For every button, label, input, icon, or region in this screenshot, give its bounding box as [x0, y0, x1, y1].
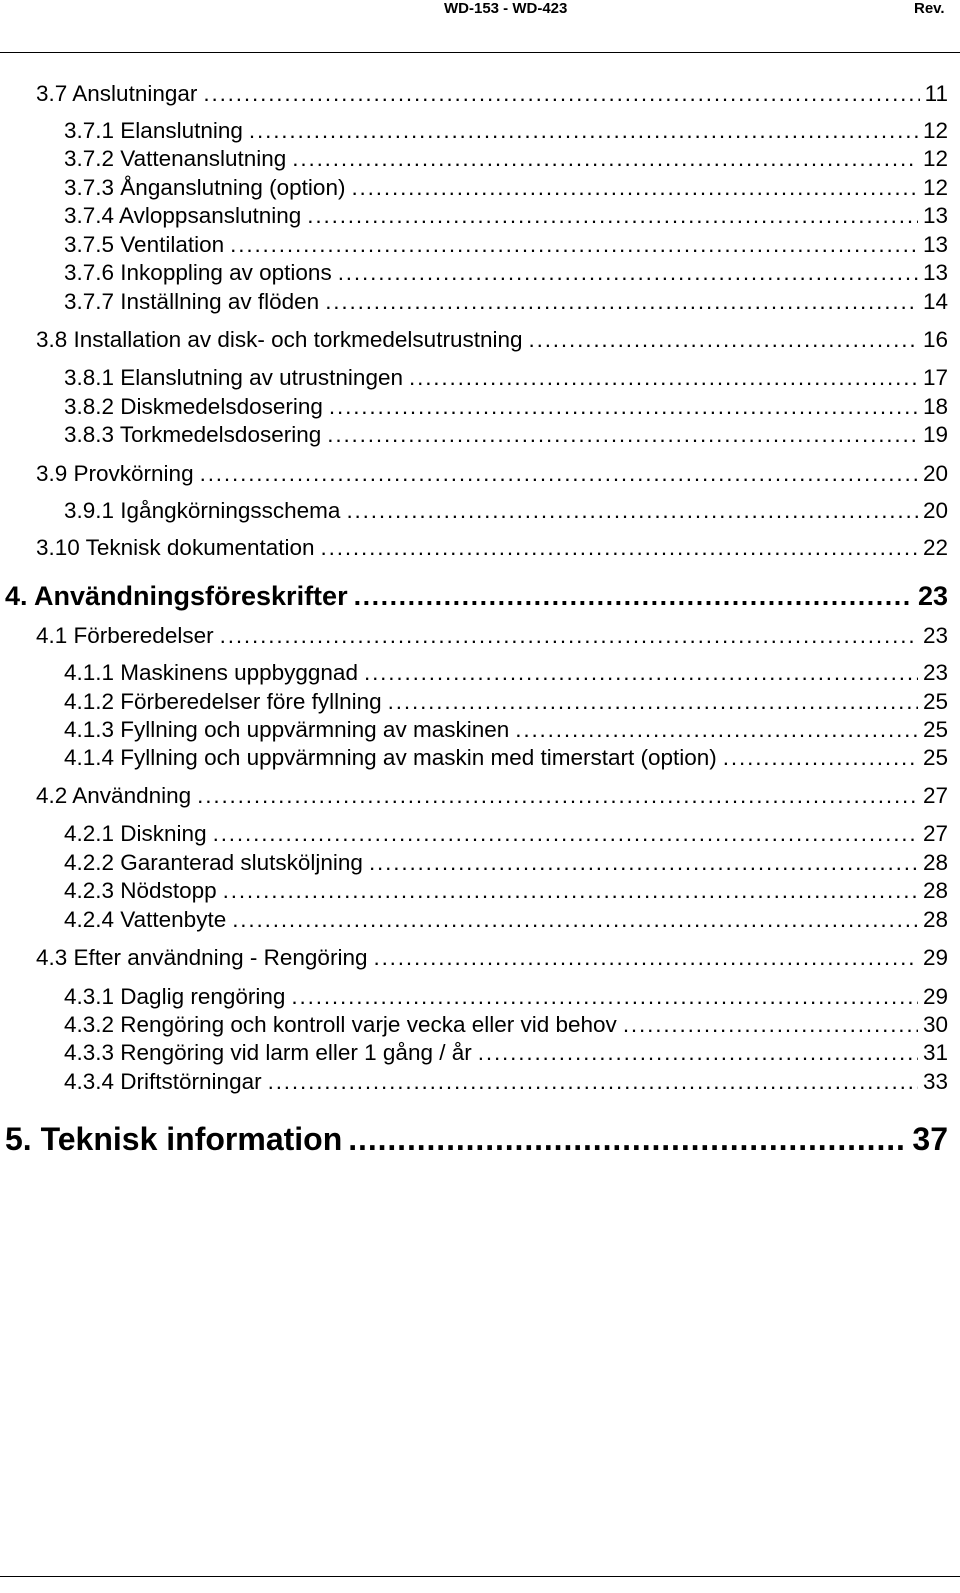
toc-entry-label: 4.2.4 Vattenbyte: [64, 907, 227, 932]
toc-entry-page: 17: [922, 365, 948, 390]
toc-entry-page: 27: [922, 821, 948, 846]
dot-leader: [203, 80, 919, 108]
toc-entry-page: 28: [922, 850, 948, 875]
dot-leader: [325, 288, 918, 316]
toc-entry-label: 4. Användningsföreskrifter: [5, 581, 348, 611]
toc-chapter-4[interactable]: [5, 580, 948, 612]
toc-entry-3-7-6[interactable]: [64, 259, 948, 287]
toc-entry-label: 4.3.3 Rengöring vid larm eller 1 gång / år: [64, 1040, 472, 1065]
toc-entry-4-1-4[interactable]: [64, 744, 948, 772]
dot-leader: [529, 326, 918, 354]
toc-entry-4-1-2[interactable]: [64, 688, 948, 716]
dot-leader: [354, 580, 913, 612]
dot-leader: [364, 659, 918, 687]
toc-entry-label: 3.9 Provkörning: [36, 461, 194, 486]
toc-entry-4-3[interactable]: [36, 944, 948, 972]
toc-entry-4-3-2[interactable]: [64, 1011, 948, 1039]
dot-leader: [351, 174, 918, 202]
toc-entry-label: 3.7.5 Ventilation: [64, 232, 225, 257]
dot-leader: [327, 421, 918, 449]
toc-entry-label: 4.3.4 Driftstörningar: [64, 1069, 262, 1094]
toc-entry-4-2-1[interactable]: [64, 820, 948, 848]
toc-entry-3-9-1[interactable]: [64, 497, 948, 525]
toc-entry-3-7-1[interactable]: [64, 117, 948, 145]
dot-leader: [249, 117, 918, 145]
toc-entry-page: 12: [922, 175, 948, 200]
toc-entry-label: 4.1 Förberedelser: [36, 623, 214, 648]
dot-leader: [321, 534, 918, 562]
toc-entry-page: 23: [922, 660, 948, 685]
toc-entry-3-8-3[interactable]: [64, 421, 948, 449]
toc-entry-page: 13: [922, 203, 948, 228]
toc-chapter-5[interactable]: [5, 1120, 948, 1158]
dot-leader: [200, 460, 918, 488]
toc-entry-page: 30: [922, 1012, 948, 1037]
toc-entry-label: 3.10 Teknisk dokumentation: [36, 535, 315, 560]
toc-entry-page: 29: [922, 984, 948, 1009]
toc-entry-page: 18: [922, 394, 948, 419]
toc-entry-label: 5. Teknisk information: [5, 1121, 343, 1157]
toc-entry-page: 23: [922, 623, 948, 648]
toc-entry-label: 3.7.1 Elanslutning: [64, 118, 243, 143]
toc-entry-label: 4.1.4 Fyllning och uppvärmning av maskin med timerstart (option): [64, 745, 717, 770]
toc-entry-4-2-2[interactable]: [64, 849, 948, 877]
dot-leader: [197, 782, 918, 810]
dot-leader: [223, 877, 918, 905]
toc-entry-page: 12: [922, 146, 948, 171]
toc-entry-4-2[interactable]: [36, 782, 948, 810]
toc-entry-label: 3.7.3 Ånganslutning (option): [64, 175, 346, 200]
toc-entry-label: 3.7.7 Inställning av flöden: [64, 289, 320, 314]
toc-entry-page: 25: [922, 689, 948, 714]
toc-entry-page: 23: [917, 581, 948, 611]
toc-entry-4-3-1[interactable]: [64, 983, 948, 1011]
toc-entry-page: 28: [922, 907, 948, 932]
toc-entry-label: 4.3.1 Daglig rengöring: [64, 984, 286, 1009]
dot-leader: [348, 1120, 907, 1158]
toc-entry-3-8-1[interactable]: [64, 364, 948, 392]
toc-entry-label: 4.3.2 Rengöring och kontroll varje vecka eller vid behov: [64, 1012, 617, 1037]
toc-entry-page: 11: [924, 81, 948, 106]
toc-entry-3-7-4[interactable]: [64, 202, 948, 230]
toc-entry-label: 4.1.2 Förberedelser före fyllning: [64, 689, 382, 714]
toc-entry-label: 4.2.1 Diskning: [64, 821, 207, 846]
dot-leader: [329, 393, 918, 421]
dot-leader: [723, 744, 918, 772]
toc-entry-3-7-5[interactable]: [64, 231, 948, 259]
toc-entry-label: 3.8.2 Diskmedelsdosering: [64, 394, 323, 419]
toc-entry-4-3-4[interactable]: [64, 1068, 948, 1096]
toc-entry-label: 3.8.1 Elanslutning av utrustningen: [64, 365, 403, 390]
toc-entry-page: 29: [922, 945, 948, 970]
toc-entry-label: 3.9.1 Igångkörningsschema: [64, 498, 341, 523]
toc-entry-label: 4.2.3 Nödstopp: [64, 878, 217, 903]
toc-entry-3-7-7[interactable]: [64, 288, 948, 316]
dot-leader: [230, 231, 918, 259]
toc-entry-3-9[interactable]: [36, 460, 948, 488]
dot-leader: [213, 820, 918, 848]
toc-entry-page: 31: [922, 1040, 948, 1065]
toc-entry-page: 20: [922, 498, 948, 523]
toc-entry-page: 14: [922, 289, 948, 314]
dot-leader: [515, 716, 918, 744]
toc-entry-label: 4.2 Användning: [36, 783, 192, 808]
toc-entry-page: 28: [922, 878, 948, 903]
toc-entry-4-1[interactable]: [36, 622, 948, 650]
toc-entry-page: 27: [922, 783, 948, 808]
document-code: WD-153 - WD-423: [444, 0, 568, 17]
toc-entry-page: 37: [912, 1121, 948, 1157]
page-header: [0, 0, 960, 53]
toc-entry-page: 22: [922, 535, 948, 560]
toc-entry-label: 4.1.3 Fyllning och uppvärmning av maskinen: [64, 717, 510, 742]
dot-leader: [388, 688, 918, 716]
toc-entry-label: 4.3 Efter användning - Rengöring: [36, 945, 368, 970]
revision-label: Rev.: [914, 0, 945, 17]
toc-entry-label: 3.7 Anslutningar: [36, 81, 198, 106]
toc-entry-label: 3.7.4 Avloppsanslutning: [64, 203, 302, 228]
toc-entry-label: 3.7.2 Vattenanslutning: [64, 146, 287, 171]
toc-entry-page: 25: [922, 745, 948, 770]
toc-entry-page: 13: [922, 260, 948, 285]
toc-entry-page: 20: [922, 461, 948, 486]
toc-entry-3-7-3[interactable]: [64, 174, 948, 202]
toc-entry-page: 33: [922, 1069, 948, 1094]
toc-entry-page: 25: [922, 717, 948, 742]
toc-entry-label: 4.1.1 Maskinens uppbyggnad: [64, 660, 358, 685]
toc-entry-page: 19: [922, 422, 948, 447]
dot-leader: [268, 1068, 918, 1096]
toc-entry-label: 3.8 Installation av disk- och torkmedelsutrustning: [36, 327, 523, 352]
toc-entry-page: 13: [922, 232, 948, 257]
toc-entry-4-1-3[interactable]: [64, 716, 948, 744]
toc-entry-label: 4.2.2 Garanterad slutsköljning: [64, 850, 363, 875]
dot-leader: [409, 364, 918, 392]
toc-entry-4-1-1[interactable]: [64, 659, 948, 687]
toc-entry-4-3-3[interactable]: [64, 1039, 948, 1067]
toc-entry-4-2-3[interactable]: [64, 877, 948, 905]
toc-entry-3-8-2[interactable]: [64, 393, 948, 421]
dot-leader: [220, 622, 918, 650]
dot-leader: [623, 1011, 918, 1039]
dot-leader: [373, 944, 918, 972]
dot-leader: [369, 849, 918, 877]
toc-entry-4-2-4[interactable]: [64, 906, 948, 934]
dot-leader: [291, 983, 918, 1011]
toc-entry-3-7[interactable]: [36, 80, 948, 108]
dot-leader: [346, 497, 918, 525]
toc-entry-3-10[interactable]: [36, 534, 948, 562]
toc-entry-3-7-2[interactable]: [64, 145, 948, 173]
toc-entry-3-8[interactable]: [36, 326, 948, 354]
toc-entry-label: 3.7.6 Inkoppling av options: [64, 260, 332, 285]
dot-leader: [338, 259, 918, 287]
footer-rule: [0, 1576, 960, 1577]
dot-leader: [292, 145, 918, 173]
dot-leader: [307, 202, 918, 230]
dot-leader: [232, 906, 918, 934]
toc-entry-page: 12: [922, 118, 948, 143]
toc-entry-page: 16: [922, 327, 948, 352]
dot-leader: [478, 1039, 918, 1067]
toc-entry-label: 3.8.3 Torkmedelsdosering: [64, 422, 322, 447]
